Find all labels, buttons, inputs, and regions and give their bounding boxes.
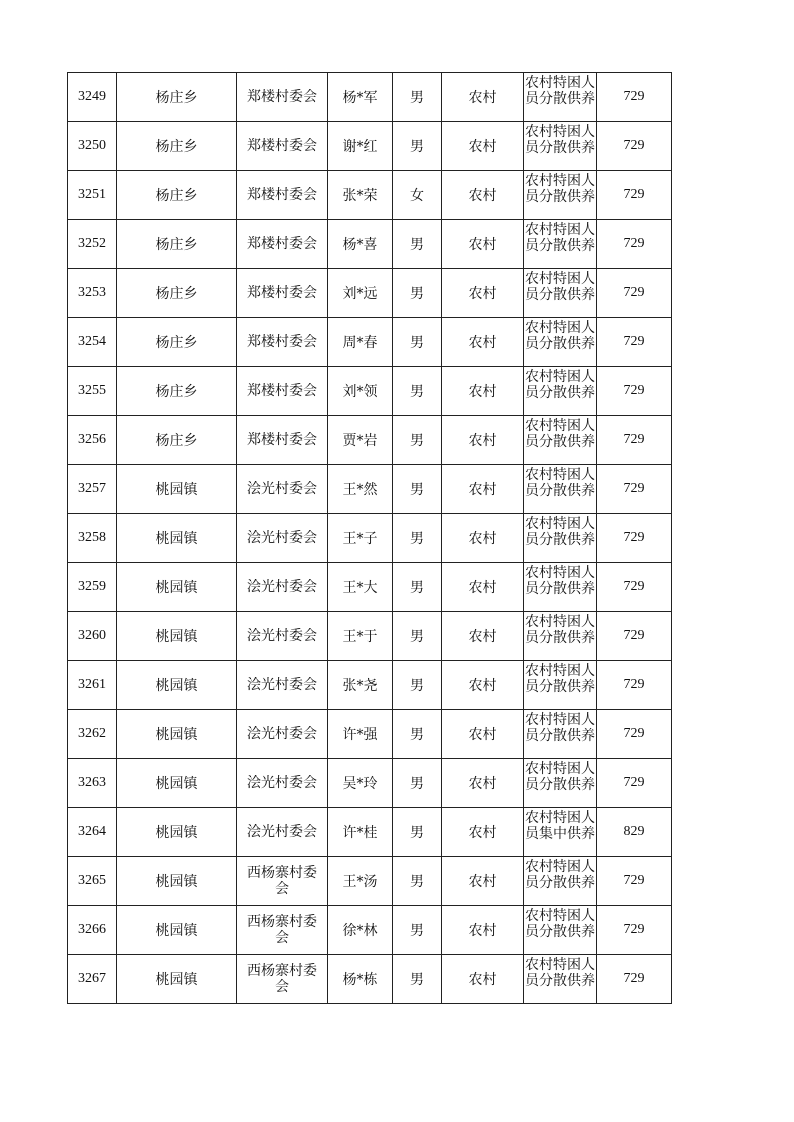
cell-amount: 729 [597, 269, 672, 318]
cell-name: 刘*领 [328, 367, 393, 416]
cell-gender: 男 [393, 563, 442, 612]
cell-support-category [524, 367, 597, 416]
cell-township: 杨庄乡 [117, 171, 237, 220]
cell-township: 桃园镇 [117, 612, 237, 661]
cell-amount: 729 [597, 220, 672, 269]
cell-village-committee-text: 郑楼村委会 [247, 89, 317, 105]
cell-township: 桃园镇 [117, 710, 237, 759]
cell-township: 杨庄乡 [117, 122, 237, 171]
cell-village-committee-text: 浍光村委会 [247, 481, 317, 497]
cell-village-committee [237, 416, 328, 465]
cell-village-committee [237, 269, 328, 318]
cell-serial-number: 3265 [68, 857, 117, 906]
cell-amount: 729 [597, 906, 672, 955]
cell-area-type: 农村 [442, 73, 524, 122]
cell-village-committee [237, 857, 328, 906]
cell-name: 周*春 [328, 318, 393, 367]
cell-amount: 729 [597, 857, 672, 906]
cell-village-committee [237, 171, 328, 220]
cell-area-type: 农村 [442, 514, 524, 563]
cell-village-committee-text: 浍光村委会 [247, 775, 317, 791]
cell-support-category-text: 农村特困人员分散供养 [525, 859, 595, 891]
cell-support-category-text: 农村特困人员分散供养 [525, 320, 595, 352]
cell-village-committee-text: 浍光村委会 [247, 726, 317, 742]
cell-township: 杨庄乡 [117, 367, 237, 416]
table-row [68, 955, 672, 1004]
cell-village-committee-text: 西杨寨村委会 [247, 914, 317, 946]
cell-support-category [524, 122, 597, 171]
cell-support-category [524, 514, 597, 563]
cell-support-category [524, 955, 597, 1004]
cell-serial-number: 3253 [68, 269, 117, 318]
cell-amount: 729 [597, 710, 672, 759]
table-row [68, 367, 672, 416]
cell-gender: 男 [393, 465, 442, 514]
table-row [68, 269, 672, 318]
cell-support-category-text: 农村特困人员分散供养 [525, 369, 595, 401]
cell-village-committee [237, 367, 328, 416]
cell-name: 王*于 [328, 612, 393, 661]
cell-support-category [524, 808, 597, 857]
cell-village-committee-text: 郑楼村委会 [247, 285, 317, 301]
cell-support-category-text: 农村特困人员分散供养 [525, 124, 595, 156]
cell-area-type: 农村 [442, 661, 524, 710]
cell-amount: 829 [597, 808, 672, 857]
table-row [68, 465, 672, 514]
cell-serial-number: 3258 [68, 514, 117, 563]
cell-area-type: 农村 [442, 563, 524, 612]
cell-serial-number: 3251 [68, 171, 117, 220]
cell-gender: 男 [393, 73, 442, 122]
cell-support-category-text: 农村特困人员分散供养 [525, 418, 595, 450]
table-row [68, 220, 672, 269]
beneficiary-table [67, 72, 672, 1004]
cell-village-committee [237, 906, 328, 955]
cell-gender: 男 [393, 269, 442, 318]
cell-serial-number: 3267 [68, 955, 117, 1004]
cell-serial-number: 3266 [68, 906, 117, 955]
cell-support-category-text: 农村特困人员分散供养 [525, 565, 595, 597]
table-row [68, 416, 672, 465]
cell-gender: 男 [393, 318, 442, 367]
cell-name: 贾*岩 [328, 416, 393, 465]
cell-amount: 729 [597, 955, 672, 1004]
cell-village-committee [237, 612, 328, 661]
cell-gender: 男 [393, 367, 442, 416]
cell-area-type: 农村 [442, 269, 524, 318]
cell-village-committee-text: 浍光村委会 [247, 579, 317, 595]
cell-village-committee [237, 318, 328, 367]
cell-serial-number: 3259 [68, 563, 117, 612]
table-row [68, 73, 672, 122]
cell-gender: 男 [393, 955, 442, 1004]
cell-support-category [524, 759, 597, 808]
cell-gender: 男 [393, 514, 442, 563]
cell-name: 王*大 [328, 563, 393, 612]
cell-gender: 男 [393, 661, 442, 710]
cell-area-type: 农村 [442, 857, 524, 906]
cell-area-type: 农村 [442, 906, 524, 955]
cell-support-category-text: 农村特困人员分散供养 [525, 271, 595, 303]
cell-support-category-text: 农村特困人员分散供养 [525, 222, 595, 254]
cell-area-type: 农村 [442, 759, 524, 808]
cell-support-category [524, 416, 597, 465]
cell-support-category-text: 农村特困人员分散供养 [525, 957, 595, 989]
cell-serial-number: 3256 [68, 416, 117, 465]
cell-support-category-text: 农村特困人员分散供养 [525, 663, 595, 695]
cell-name: 许*强 [328, 710, 393, 759]
cell-township: 桃园镇 [117, 906, 237, 955]
table-row [68, 563, 672, 612]
cell-support-category-text: 农村特困人员分散供养 [525, 614, 595, 646]
cell-amount: 729 [597, 416, 672, 465]
cell-township: 杨庄乡 [117, 318, 237, 367]
cell-serial-number: 3263 [68, 759, 117, 808]
cell-village-committee [237, 122, 328, 171]
cell-name: 许*桂 [328, 808, 393, 857]
cell-serial-number: 3249 [68, 73, 117, 122]
cell-village-committee-text: 郑楼村委会 [247, 236, 317, 252]
cell-support-category [524, 661, 597, 710]
table-row [68, 857, 672, 906]
cell-serial-number: 3252 [68, 220, 117, 269]
table-row [68, 514, 672, 563]
cell-area-type: 农村 [442, 710, 524, 759]
cell-village-committee-text: 浍光村委会 [247, 628, 317, 644]
cell-township: 桃园镇 [117, 563, 237, 612]
cell-serial-number: 3264 [68, 808, 117, 857]
cell-support-category-text: 农村特困人员分散供养 [525, 908, 595, 940]
cell-village-committee-text: 郑楼村委会 [247, 138, 317, 154]
cell-support-category-text: 农村特困人员分散供养 [525, 761, 595, 793]
cell-gender: 男 [393, 759, 442, 808]
cell-area-type: 农村 [442, 465, 524, 514]
table-row [68, 171, 672, 220]
cell-township: 杨庄乡 [117, 73, 237, 122]
cell-gender: 男 [393, 416, 442, 465]
cell-name: 王*然 [328, 465, 393, 514]
cell-support-category [524, 612, 597, 661]
cell-village-committee-text: 郑楼村委会 [247, 383, 317, 399]
cell-area-type: 农村 [442, 367, 524, 416]
cell-support-category-text: 农村特困人员分散供养 [525, 173, 595, 205]
cell-township: 桃园镇 [117, 808, 237, 857]
cell-serial-number: 3260 [68, 612, 117, 661]
cell-support-category-text: 农村特困人员分散供养 [525, 467, 595, 499]
cell-village-committee [237, 955, 328, 1004]
cell-support-category-text: 农村特困人员集中供养 [525, 810, 595, 842]
table-row [68, 612, 672, 661]
cell-township: 杨庄乡 [117, 220, 237, 269]
cell-support-category-text: 农村特困人员分散供养 [525, 75, 595, 107]
cell-area-type: 农村 [442, 416, 524, 465]
cell-area-type: 农村 [442, 122, 524, 171]
cell-area-type: 农村 [442, 955, 524, 1004]
cell-support-category [524, 563, 597, 612]
table-row [68, 759, 672, 808]
cell-village-committee [237, 808, 328, 857]
table-row [68, 122, 672, 171]
cell-township: 杨庄乡 [117, 269, 237, 318]
cell-support-category [524, 857, 597, 906]
cell-township: 桃园镇 [117, 514, 237, 563]
cell-support-category-text: 农村特困人员分散供养 [525, 712, 595, 744]
cell-village-committee-text: 西杨寨村委会 [247, 865, 317, 897]
cell-village-committee-text: 西杨寨村委会 [247, 963, 317, 995]
cell-amount: 729 [597, 465, 672, 514]
cell-name: 王*子 [328, 514, 393, 563]
cell-township: 杨庄乡 [117, 416, 237, 465]
cell-village-committee-text: 郑楼村委会 [247, 432, 317, 448]
cell-township: 桃园镇 [117, 661, 237, 710]
cell-gender: 男 [393, 710, 442, 759]
cell-serial-number: 3254 [68, 318, 117, 367]
cell-village-committee-text: 浍光村委会 [247, 530, 317, 546]
cell-area-type: 农村 [442, 220, 524, 269]
cell-gender: 男 [393, 220, 442, 269]
cell-amount: 729 [597, 661, 672, 710]
cell-amount: 729 [597, 612, 672, 661]
cell-amount: 729 [597, 122, 672, 171]
table-row [68, 808, 672, 857]
cell-village-committee [237, 220, 328, 269]
cell-serial-number: 3250 [68, 122, 117, 171]
cell-name: 王*汤 [328, 857, 393, 906]
cell-area-type: 农村 [442, 318, 524, 367]
cell-serial-number: 3262 [68, 710, 117, 759]
table-row [68, 661, 672, 710]
cell-amount: 729 [597, 367, 672, 416]
cell-serial-number: 3261 [68, 661, 117, 710]
cell-serial-number: 3255 [68, 367, 117, 416]
cell-support-category [524, 73, 597, 122]
cell-gender: 男 [393, 906, 442, 955]
cell-amount: 729 [597, 514, 672, 563]
cell-support-category [524, 906, 597, 955]
cell-village-committee [237, 73, 328, 122]
cell-gender: 男 [393, 612, 442, 661]
cell-name: 徐*林 [328, 906, 393, 955]
cell-gender: 女 [393, 171, 442, 220]
cell-village-committee-text: 浍光村委会 [247, 824, 317, 840]
cell-support-category [524, 465, 597, 514]
table-row [68, 906, 672, 955]
cell-name: 杨*喜 [328, 220, 393, 269]
cell-name: 张*荣 [328, 171, 393, 220]
table-row [68, 318, 672, 367]
cell-village-committee-text: 郑楼村委会 [247, 187, 317, 203]
cell-name: 刘*远 [328, 269, 393, 318]
cell-support-category [524, 710, 597, 759]
cell-village-committee [237, 710, 328, 759]
cell-village-committee [237, 661, 328, 710]
cell-township: 桃园镇 [117, 465, 237, 514]
cell-name: 谢*红 [328, 122, 393, 171]
cell-gender: 男 [393, 808, 442, 857]
cell-village-committee [237, 514, 328, 563]
cell-amount: 729 [597, 318, 672, 367]
cell-serial-number: 3257 [68, 465, 117, 514]
cell-area-type: 农村 [442, 171, 524, 220]
cell-gender: 男 [393, 122, 442, 171]
cell-village-committee [237, 465, 328, 514]
cell-village-committee [237, 759, 328, 808]
cell-amount: 729 [597, 563, 672, 612]
cell-area-type: 农村 [442, 808, 524, 857]
cell-support-category [524, 269, 597, 318]
cell-amount: 729 [597, 759, 672, 808]
cell-amount: 729 [597, 171, 672, 220]
cell-amount: 729 [597, 73, 672, 122]
cell-area-type: 农村 [442, 612, 524, 661]
cell-support-category-text: 农村特困人员分散供养 [525, 516, 595, 548]
cell-support-category [524, 171, 597, 220]
cell-township: 桃园镇 [117, 955, 237, 1004]
table-row [68, 710, 672, 759]
cell-name: 杨*军 [328, 73, 393, 122]
cell-village-committee-text: 浍光村委会 [247, 677, 317, 693]
cell-support-category [524, 220, 597, 269]
cell-name: 杨*栋 [328, 955, 393, 1004]
cell-gender: 男 [393, 857, 442, 906]
cell-name: 吴*玲 [328, 759, 393, 808]
cell-township: 桃园镇 [117, 759, 237, 808]
cell-support-category [524, 318, 597, 367]
cell-village-committee-text: 郑楼村委会 [247, 334, 317, 350]
cell-village-committee [237, 563, 328, 612]
cell-name: 张*尧 [328, 661, 393, 710]
cell-township: 桃园镇 [117, 857, 237, 906]
